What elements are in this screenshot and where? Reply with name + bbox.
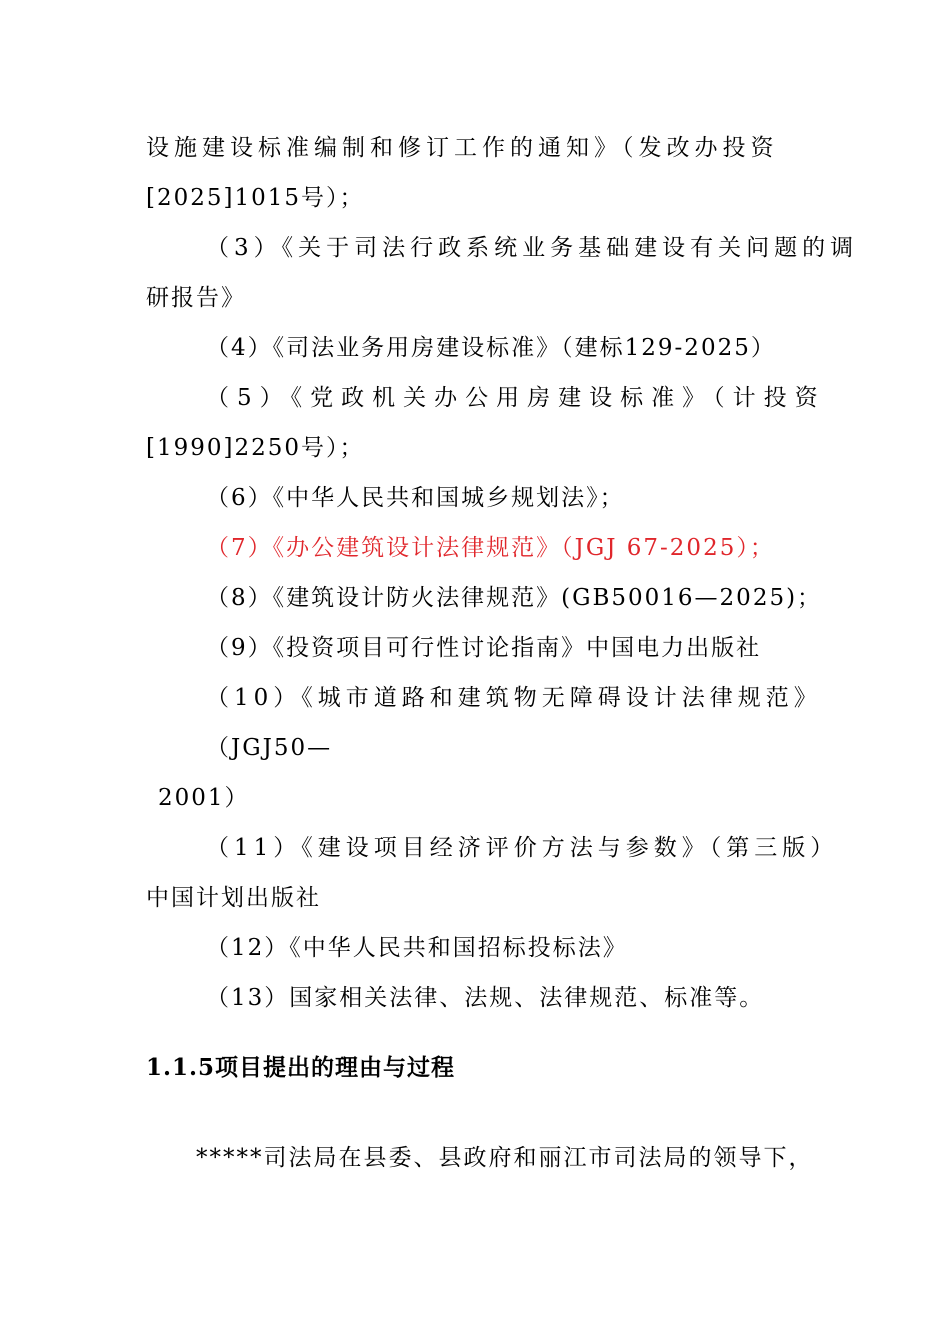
section-heading: 1.1.5项目提出的理由与过程 [146, 1054, 456, 1081]
text-line: 设施建设标准编制和修订工作的通知》（发改办投资 [146, 135, 779, 161]
list-item: （8）《建筑设计防火法律规范》(GB50016—2025)； [206, 585, 823, 611]
list-item: （10）《城市道路和建筑物无障碍设计法律规范》 [206, 685, 822, 711]
list-item: （3）《关于司法行政系统业务基础建设有关问题的调 [206, 235, 859, 261]
list-item: （13）国家相关法律、法规、法律规范、标准等。 [206, 985, 765, 1011]
list-item: （12）《中华人民共和国招标投标法》 [206, 935, 628, 961]
text-line: [2025]1015号）； [146, 185, 365, 211]
list-item: （4）《司法业务用房建设标准》（建标129-2025） [206, 335, 776, 361]
text-line: （JGJ50— [206, 735, 333, 761]
list-item: （9）《投资项目可行性讨论指南》中国电力出版社 [206, 635, 762, 661]
list-item: （11）《建设项目经济评价方法与参数》（第三版） [206, 835, 839, 861]
list-item: （5）《党政机关办公用房建设标准》（计投资 [206, 385, 826, 411]
list-item: （6）《中华人民共和国城乡规划法》； [206, 485, 625, 511]
list-item-highlighted: （7）《办公建筑设计法律规范》（JGJ 67-2025）； [206, 535, 775, 561]
text-line: 中国计划出版社 [146, 885, 321, 911]
text-line: [1990]2250号）； [146, 435, 365, 461]
body-paragraph: *****司法局在县委、县政府和丽江市司法局的领导下， [196, 1145, 814, 1171]
text-line: 研报告》 [146, 285, 246, 311]
text-line: 2001） [158, 785, 250, 811]
